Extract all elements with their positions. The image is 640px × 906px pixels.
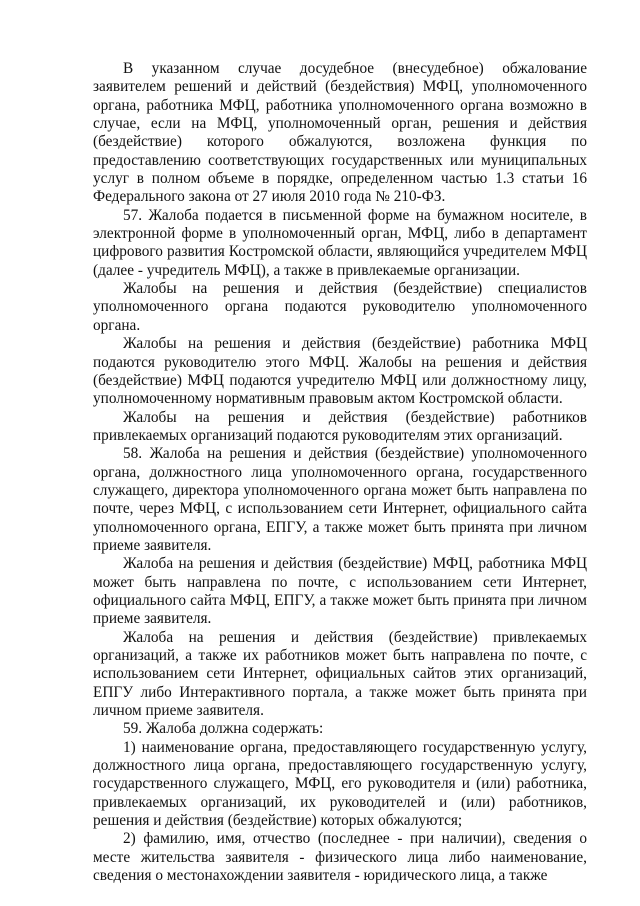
paragraph-57: 57. Жалоба подается в письменной форме на бумажном носителе, в электронной форме в уполномоченный орган, МФЦ, либо в департамент цифрового развития Костромской области, являющийся учредителем МФЦ (далее - учредитель МФЦ), а также в привлекаемые организации.: [93, 206, 587, 279]
paragraph-complaint-organizations-channels: Жалоба на решения и действия (бездействие) привлекаемых организаций, а также их работников может быть направлена по почте, с использованием сети Интернет, официальных сайтов этих организаций, ЕПГУ либо Интерактивного портала, а также может быть принята при личном приеме заявителя.: [93, 628, 587, 720]
paragraph-58: 58. Жалоба на решения и действия (бездействие) уполномоченного органа, должностного лица уполномоченного органа, государственного служащего, директора уполномоченного органа может быть направлена по почте, через МФЦ, с использованием сети Интернет, официального сайта уполномоченного органа, ЕПГУ, а также может быть принята при личном приеме заявителя.: [93, 445, 587, 554]
paragraph-complaint-mfc-channels: Жалоба на решения и действия (бездействие) МФЦ, работника МФЦ может быть направлена по почте, с использованием сети Интернет, официального сайта МФЦ, ЕПГУ, а также может быть принята при личном приеме заявителя.: [93, 555, 587, 628]
paragraph-complaints-specialists: Жалобы на решения и действия (бездействие) специалистов уполномоченного органа подаются руководителю уполномоченного органа.: [93, 280, 587, 334]
paragraph-complaints-organizations: Жалобы на решения и действия (бездействие) работников привлекаемых организаций подаются руководителям этих организаций.: [93, 408, 587, 444]
list-item-1: 1) наименование органа, предоставляющего государственную услугу, должностного лица органа, предоставляющего государственную услугу, государственного служащего, МФЦ, его руководителя и (или) работника, привлекаемых организаций, их руководителей и (или) работников, решения и действия (бездействие) которых обжалуются;: [93, 738, 587, 830]
list-item-2: 2) фамилию, имя, отчество (последнее - при наличии), сведения о месте жительства заявителя - физического лица либо наименование, сведения о местонахождении заявителя - юридического лица, а также: [93, 830, 587, 885]
paragraph-complaints-mfc: Жалобы на решения и действия (бездействие) работника МФЦ подаются руководителю этого МФЦ. Жалобы на решения и действия (бездействие) МФЦ подаются учредителю МФЦ или должностному лицу, уполномоченному нормативным правовым актом Костромской области.: [93, 335, 587, 408]
paragraph-pretrial-appeal: В указанном случае досудебное (внесудебное) обжалование заявителем решений и действий (бездействия) МФЦ, уполномоченного органа, работника МФЦ, работника уполномоченного органа возможно в случае, если на МФЦ, уполномоченный орган, решения и действия (бездействие) которого обжалуются, возложена функция по предоставлению соответствующих государственных или муниципальных услуг в полном объеме в порядке, определенном частью 1.3 статьи 16 Федерального закона от 27 июля 2010 года № 210-ФЗ.: [93, 60, 587, 206]
document-page: [93, 60, 587, 885]
paragraph-59: 59. Жалоба должна содержать:: [123, 720, 324, 738]
